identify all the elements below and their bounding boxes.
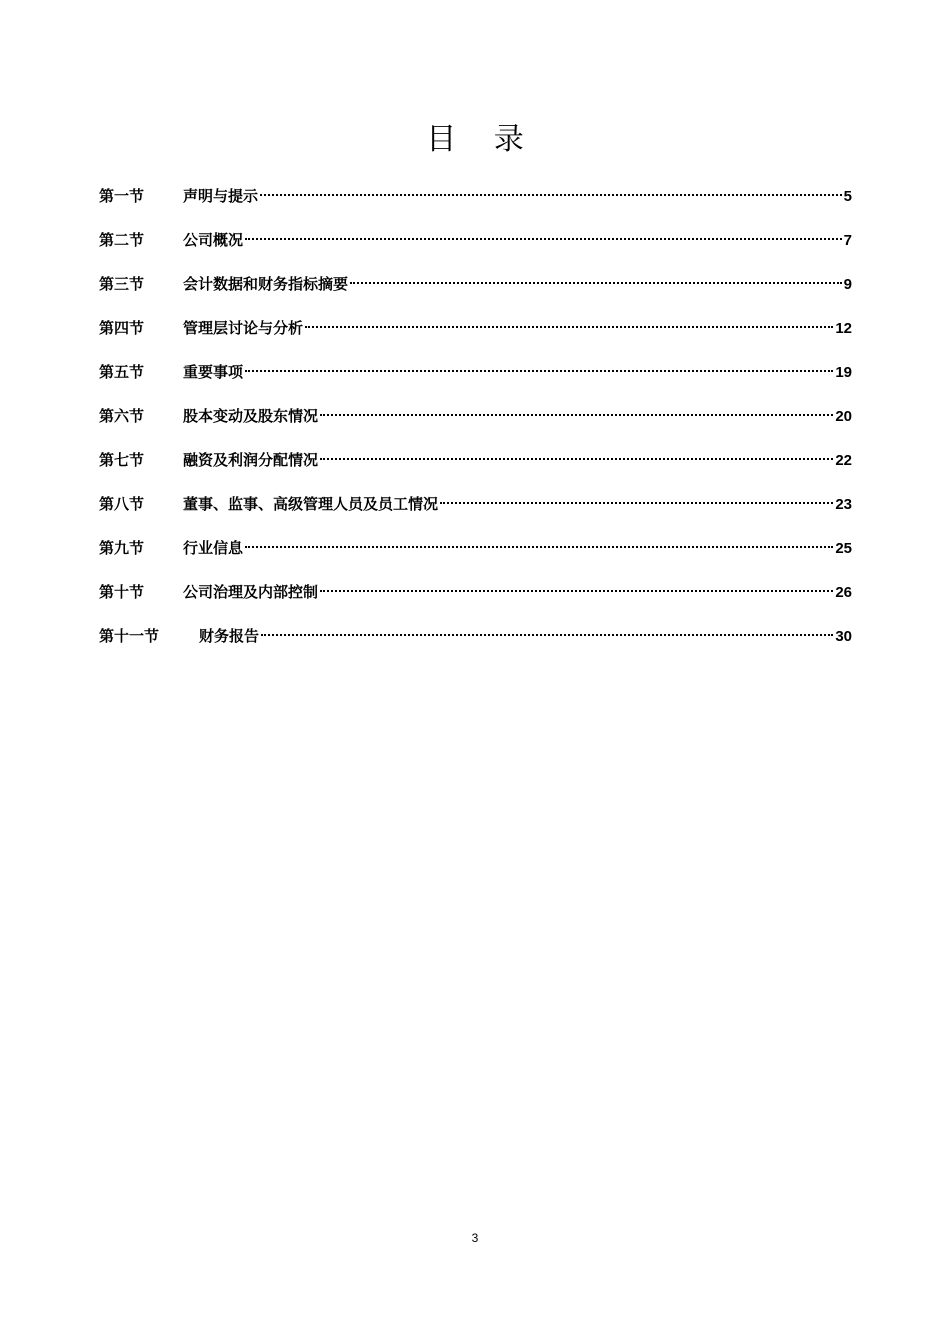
toc-entry-title: 融资及利润分配情况: [183, 451, 319, 469]
toc-page-number: 19: [835, 364, 852, 381]
page-number: 3: [471, 1231, 479, 1245]
toc-entry[interactable]: [99, 228, 852, 272]
toc-entry[interactable]: [99, 492, 852, 536]
toc-page-number: 20: [835, 408, 852, 425]
toc-page-number: 7: [843, 232, 852, 249]
toc-section-label: 第三节: [99, 275, 145, 293]
toc-page-number: 23: [835, 496, 852, 513]
toc-entry[interactable]: [99, 360, 852, 404]
dot-leader: [440, 502, 833, 504]
dot-leader: [320, 590, 833, 592]
toc-entry[interactable]: [99, 184, 852, 228]
dot-leader: [245, 238, 842, 240]
toc-section-label: 第二节: [99, 231, 145, 249]
toc-page-number: 26: [835, 584, 852, 601]
toc-section-label: 第九节: [99, 539, 145, 557]
toc-entry[interactable]: [99, 272, 852, 316]
toc-entry[interactable]: [99, 536, 852, 580]
dot-leader: [350, 282, 842, 284]
toc-entry[interactable]: [99, 580, 852, 624]
dot-leader: [245, 546, 833, 548]
toc-section-label: 第六节: [99, 407, 145, 425]
toc-entry-title: 会计数据和财务指标摘要: [183, 275, 349, 293]
toc-page-number: 30: [835, 628, 852, 645]
toc-entry-title: 董事、监事、高级管理人员及员工情况: [183, 495, 439, 513]
toc-entry-title: 声明与提示: [183, 187, 259, 205]
dot-leader: [261, 634, 833, 636]
toc-entry-title: 管理层讨论与分析: [183, 319, 304, 337]
dot-leader: [320, 414, 833, 416]
toc-entry[interactable]: [99, 316, 852, 360]
toc-entry-title: 公司治理及内部控制: [183, 583, 319, 601]
toc-entry[interactable]: [99, 624, 852, 668]
toc-section-label: 第八节: [99, 495, 145, 513]
toc-section-label: 第七节: [99, 451, 145, 469]
toc-page-number: 12: [835, 320, 852, 337]
dot-leader: [245, 370, 833, 372]
dot-leader: [260, 194, 842, 196]
toc-entry-title: 股本变动及股东情况: [183, 407, 319, 425]
toc-entry-title: 重要事项: [183, 363, 244, 381]
toc-page-number: 22: [835, 452, 852, 469]
toc-section-label: 第四节: [99, 319, 145, 337]
toc-entry-title: 公司概况: [183, 231, 244, 249]
toc-entry[interactable]: [99, 448, 852, 492]
toc-page-number: 25: [835, 540, 852, 557]
toc-page-number: 5: [843, 188, 852, 205]
toc-page-number: 9: [843, 276, 852, 293]
dot-leader: [320, 458, 833, 460]
page-title: 目 录: [426, 122, 538, 157]
toc-section-label: 第十节: [99, 583, 145, 601]
table-of-contents: [99, 184, 852, 668]
toc-section-label: 第五节: [99, 363, 145, 381]
toc-section-label: 第十一节: [99, 627, 160, 645]
toc-entry-title: 行业信息: [183, 539, 244, 557]
toc-entry[interactable]: [99, 404, 852, 448]
toc-entry-title: 财务报告: [199, 627, 260, 645]
dot-leader: [305, 326, 833, 328]
toc-section-label: 第一节: [99, 187, 145, 205]
